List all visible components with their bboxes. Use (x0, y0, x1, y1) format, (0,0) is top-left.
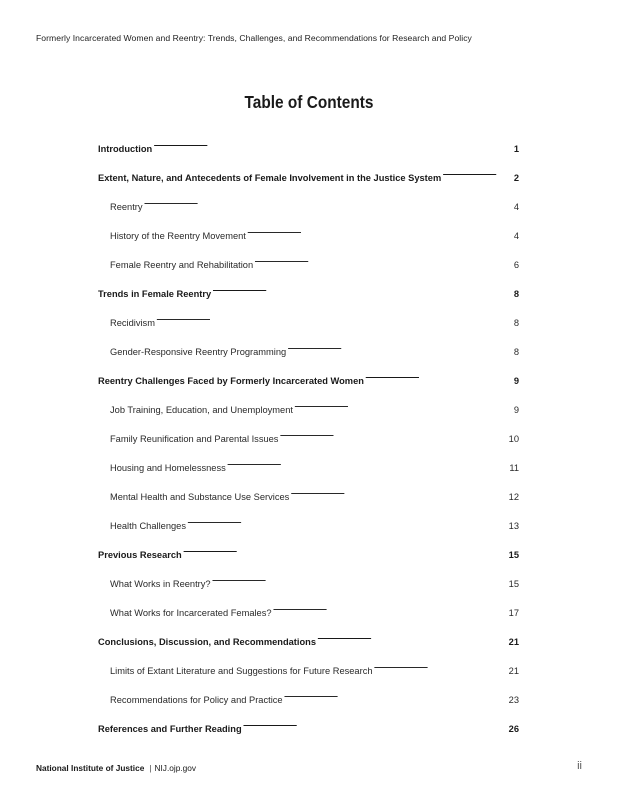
toc-entry-label: History of the Reentry Movement (110, 231, 246, 241)
toc-entry-page: 12 (508, 492, 519, 502)
toc-entry-label: Reentry (110, 202, 143, 212)
toc-entry-label: Extent, Nature, and Antecedents of Female Involvement in the Justice System (98, 173, 442, 183)
toc-section-entry[interactable] (98, 370, 519, 399)
toc-entry-label: Female Reentry and Rehabilitation (110, 260, 254, 270)
toc-entry-page: 4 (513, 231, 519, 241)
toc-entry-label: Trends in Female Reentry (98, 289, 212, 299)
toc-dot-leader (365, 374, 512, 384)
toc-entry-label: Job Training, Education, and Unemployment (110, 405, 293, 415)
toc-subsection-entry[interactable] (98, 689, 519, 718)
toc-entry-page: 9 (513, 405, 519, 415)
toc-entry-page: 8 (513, 318, 519, 328)
toc-dot-leader (212, 577, 507, 587)
toc-entry-label: Conclusions, Discussion, and Recommendations (98, 637, 317, 647)
toc-section-entry[interactable] (98, 138, 519, 167)
toc-entry-label: Gender-Responsive Reentry Programming (110, 347, 287, 357)
toc-dot-leader (243, 722, 507, 732)
toc-dot-leader (153, 142, 512, 152)
toc-section-entry[interactable] (98, 718, 519, 747)
page-title: Table of Contents (244, 92, 374, 112)
toc-subsection-entry[interactable] (98, 399, 519, 428)
toc-subsection-entry[interactable] (98, 515, 519, 544)
toc-entry-label: What Works in Reentry? (110, 579, 211, 589)
toc-subsection-entry[interactable] (98, 254, 519, 283)
toc-dot-leader (442, 171, 512, 181)
footer (36, 763, 196, 773)
toc-subsection-entry[interactable] (98, 602, 519, 631)
toc-entry-label: What Works for Incarcerated Females? (110, 608, 272, 618)
toc-dot-leader (287, 345, 512, 355)
toc-entry-label: References and Further Reading (98, 724, 242, 734)
toc-dot-leader (284, 693, 507, 703)
toc-entry-label: Limits of Extant Literature and Suggestions for Future Research (110, 666, 373, 676)
toc-entry-label: Mental Health and Substance Use Services (110, 492, 290, 502)
toc-entry-label: Family Reunification and Parental Issues (110, 434, 279, 444)
toc-entry-page: 21 (508, 637, 519, 647)
running-header: Formerly Incarcerated Women and Reentry: Trends, Challenges, and Recommendations for Research and Policy (36, 33, 472, 43)
toc-dot-leader (290, 490, 506, 500)
toc-entry-label: Housing and Homelessness (110, 463, 226, 473)
toc-subsection-entry[interactable] (98, 457, 519, 486)
toc-subsection-entry[interactable] (98, 660, 519, 689)
toc-subsection-entry[interactable] (98, 573, 519, 602)
toc-subsection-entry[interactable] (98, 341, 519, 370)
toc-subsection-entry[interactable] (98, 486, 519, 515)
toc-dot-leader (279, 432, 506, 442)
toc-subsection-entry[interactable] (98, 225, 519, 254)
toc-entry-page: 23 (508, 695, 519, 705)
toc-entry-page: 1 (513, 144, 519, 154)
toc-entry-page: 11 (509, 463, 519, 473)
toc-section-entry[interactable] (98, 631, 519, 660)
toc-entry-page: 13 (508, 521, 519, 531)
toc-entry-page: 9 (513, 376, 519, 386)
toc-section-entry[interactable] (98, 283, 519, 312)
toc-dot-leader (317, 635, 507, 645)
footer-separator: | (149, 763, 152, 773)
toc-entry-label: Previous Research (98, 550, 182, 560)
toc-dot-leader (183, 548, 507, 558)
toc-entry-page: 2 (513, 173, 519, 183)
toc-subsection-entry[interactable] (98, 312, 519, 341)
toc-entry-page: 8 (513, 289, 519, 299)
toc-dot-leader (273, 606, 507, 616)
toc-section-entry[interactable] (98, 544, 519, 573)
toc-entry-label: Recidivism (110, 318, 155, 328)
toc-dot-leader (254, 258, 512, 268)
toc-entry-page: 15 (508, 579, 519, 589)
toc-dot-leader (156, 316, 512, 326)
toc-entry-page: 17 (508, 608, 519, 618)
toc-entry-page: 26 (508, 724, 519, 734)
toc-dot-leader (374, 664, 507, 674)
toc-entry-label: Introduction (98, 144, 153, 154)
toc-entry-page: 4 (513, 202, 519, 212)
toc-entry-label: Health Challenges (110, 521, 186, 531)
page-number: ii (577, 760, 582, 772)
toc-dot-leader (212, 287, 512, 297)
toc-subsection-entry[interactable] (98, 428, 519, 457)
table-of-contents (98, 138, 519, 747)
toc-entry-label: Reentry Challenges Faced by Formerly Incarcerated Women (98, 376, 364, 386)
toc-dot-leader (247, 229, 512, 239)
toc-subsection-entry[interactable] (98, 196, 519, 225)
toc-section-entry[interactable] (98, 167, 519, 196)
toc-entry-page: 6 (513, 260, 519, 270)
toc-dot-leader (187, 519, 507, 529)
footer-website: NIJ.ojp.gov (154, 763, 197, 773)
toc-entry-label: Recommendations for Policy and Practice (110, 695, 283, 705)
toc-entry-page: 10 (508, 434, 519, 444)
toc-entry-page: 21 (508, 666, 519, 676)
toc-entry-page: 15 (508, 550, 519, 560)
toc-entry-page: 8 (513, 347, 519, 357)
footer-organization: National Institute of Justice (36, 763, 145, 773)
toc-dot-leader (294, 403, 512, 413)
toc-dot-leader (144, 200, 512, 210)
toc-dot-leader (227, 461, 508, 471)
